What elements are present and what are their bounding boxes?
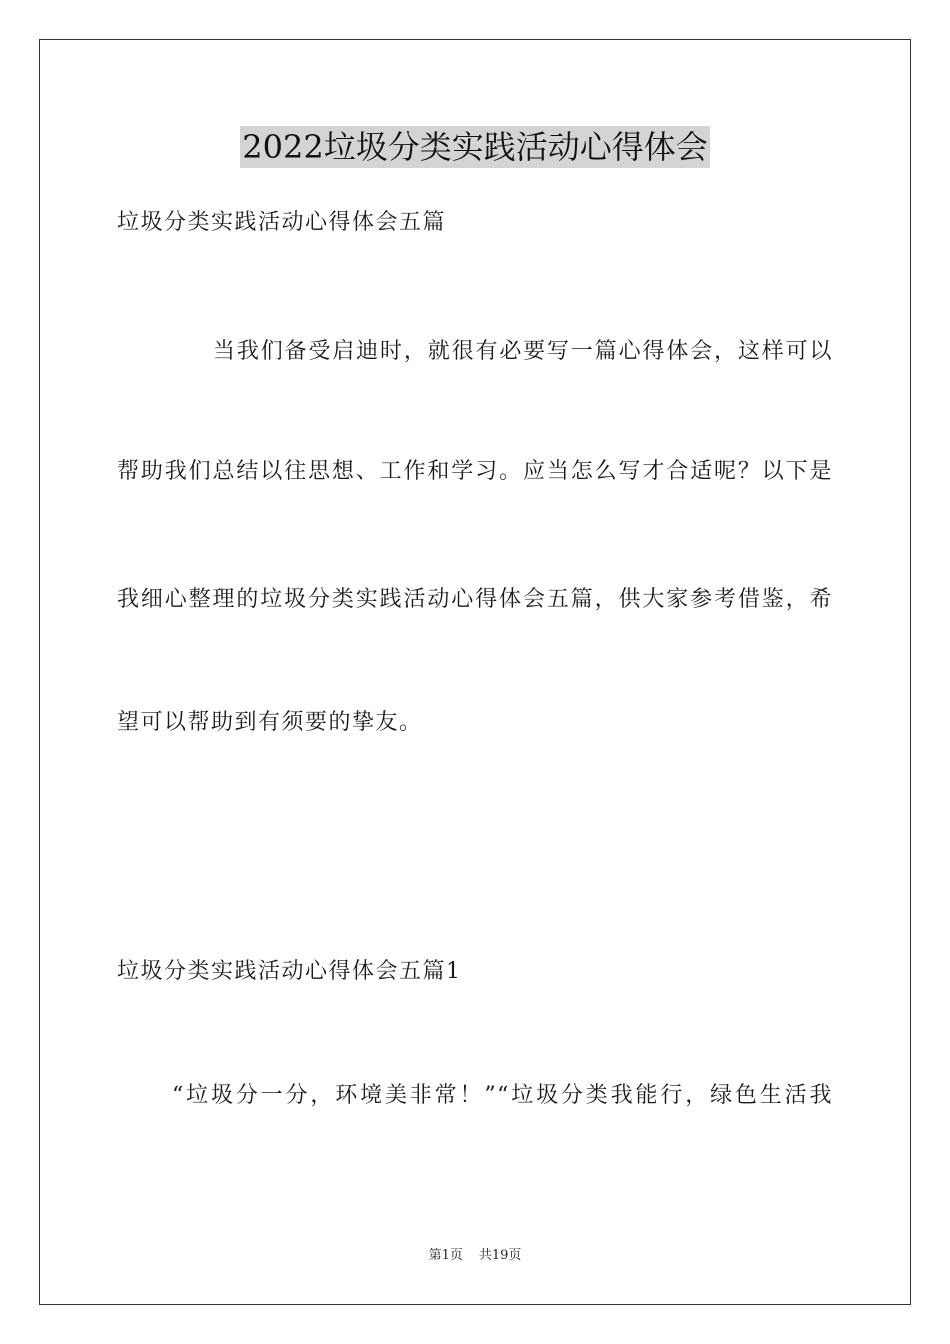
page-footer xyxy=(0,1247,950,1265)
intro-line-4: 望可以帮助到有须要的挚友。 xyxy=(117,710,423,735)
section-heading: 垃圾分类实践活动心得体会五篇1 xyxy=(117,959,462,984)
intro-line-3: 我细心整理的垃圾分类实践活动心得体会五篇，供大家参考借鉴，希 xyxy=(117,587,833,612)
page-total: 共19页 xyxy=(478,1248,522,1263)
title-container xyxy=(0,126,950,168)
section-first-line: “垃圾分一分，环境美非常！”“垃圾分类我能行，绿色生活我 xyxy=(172,1083,833,1108)
intro-line-2: 帮助我们总结以往思想、工作和学习。应当怎么写才合适呢？以下是 xyxy=(117,459,833,484)
intro-line-1: 当我们备受启迪时，就很有必要写一篇心得体会，这样可以 xyxy=(213,339,833,364)
document-title: 2022垃圾分类实践活动心得体会 xyxy=(242,128,708,166)
document-subtitle: 垃圾分类实践活动心得体会五篇 xyxy=(117,210,447,235)
page-number: 第1页 xyxy=(428,1248,463,1263)
